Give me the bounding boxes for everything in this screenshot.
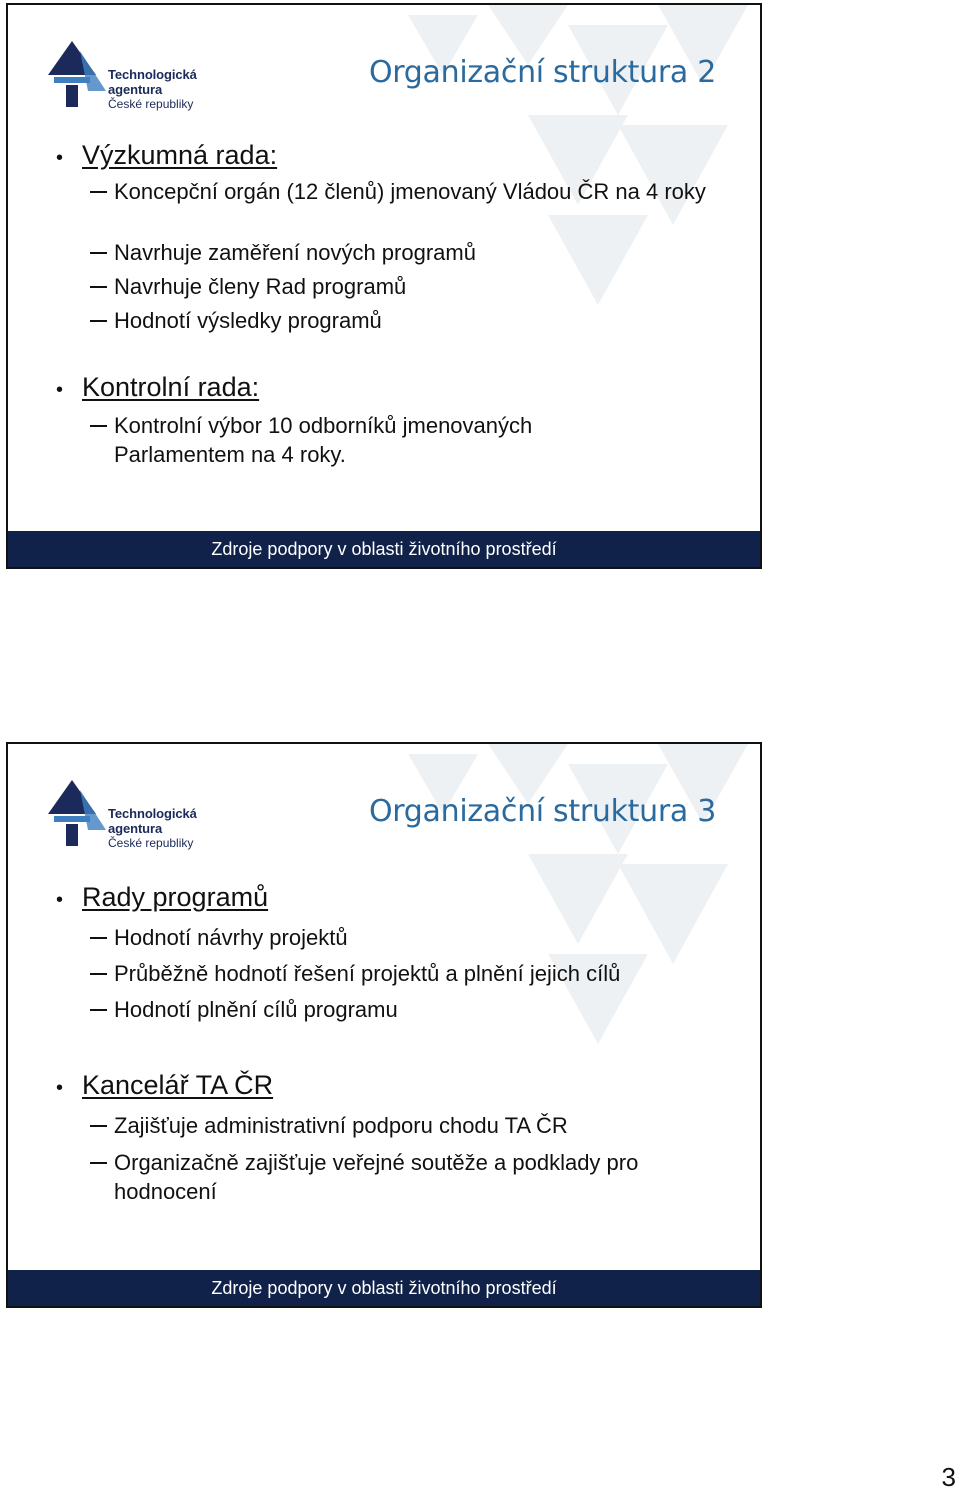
list-item: Navrhuje zaměření nových programů	[114, 240, 476, 265]
logo-mark-icon	[44, 41, 114, 109]
list-item: Hodnotí plnění cílů programu	[114, 997, 398, 1022]
bullet-icon: •	[56, 147, 64, 169]
slide-organizacni-struktura-2	[6, 3, 762, 569]
list-item: Kontrolní výbor 10 odborníků jmenovaných Parlamentem na 4 roky.	[114, 413, 533, 467]
list-item: Hodnotí návrhy projektů	[114, 925, 348, 950]
logo-line-1: Technologická agentura	[108, 806, 197, 836]
logo-ta-cr	[44, 780, 254, 848]
list-item: Koncepční orgán (12 členů) jmenovaný Vládou ČR na 4 roky	[114, 179, 706, 204]
list-item: Průběžně hodnotí řešení projektů a plnění jejich cílů	[114, 961, 621, 986]
list-item: Zajišťuje administrativní podporu chodu TA ČR	[114, 1113, 568, 1138]
dash-icon	[90, 937, 107, 939]
logo-line-2: České republiky	[108, 836, 194, 850]
bullet-icon: •	[56, 379, 64, 401]
dash-icon	[90, 1162, 107, 1164]
dash-icon	[90, 286, 107, 288]
slide-title: Organizační struktura 3	[368, 794, 716, 829]
logo-mark-icon	[44, 780, 114, 848]
list-item: Navrhuje členy Rad programů	[114, 274, 407, 299]
list-item: Hodnotí výsledky programů	[114, 308, 382, 333]
slide-footer: Zdroje podpory v oblasti životního prostředí	[8, 531, 760, 567]
dash-icon	[90, 1009, 107, 1011]
slide-title: Organizační struktura 2	[368, 55, 716, 90]
dash-icon	[90, 320, 107, 322]
logo-line-2: České republiky	[108, 97, 194, 111]
bullet-icon: •	[56, 889, 64, 911]
list-item: Organizačně zajišťuje veřejné soutěže a podklady pro hodnocení	[114, 1150, 639, 1204]
dash-icon	[90, 252, 107, 254]
section-heading: Výzkumná rada:	[82, 140, 278, 170]
slide-organizacni-struktura-3	[6, 742, 762, 1308]
section-heading: Kancelář TA ČR	[82, 1070, 274, 1100]
dash-icon	[90, 191, 107, 193]
logo-line-1: Technologická agentura	[108, 67, 197, 97]
section-heading: Kontrolní rada:	[82, 372, 260, 402]
slide-footer: Zdroje podpory v oblasti životního prostředí	[8, 1270, 760, 1306]
dash-icon	[90, 973, 107, 975]
dash-icon	[90, 425, 107, 427]
page-number: 3	[941, 1462, 956, 1492]
bullet-icon: •	[56, 1077, 64, 1099]
section-heading: Rady programů	[82, 882, 269, 912]
dash-icon	[90, 1125, 107, 1127]
logo-ta-cr	[44, 41, 254, 109]
